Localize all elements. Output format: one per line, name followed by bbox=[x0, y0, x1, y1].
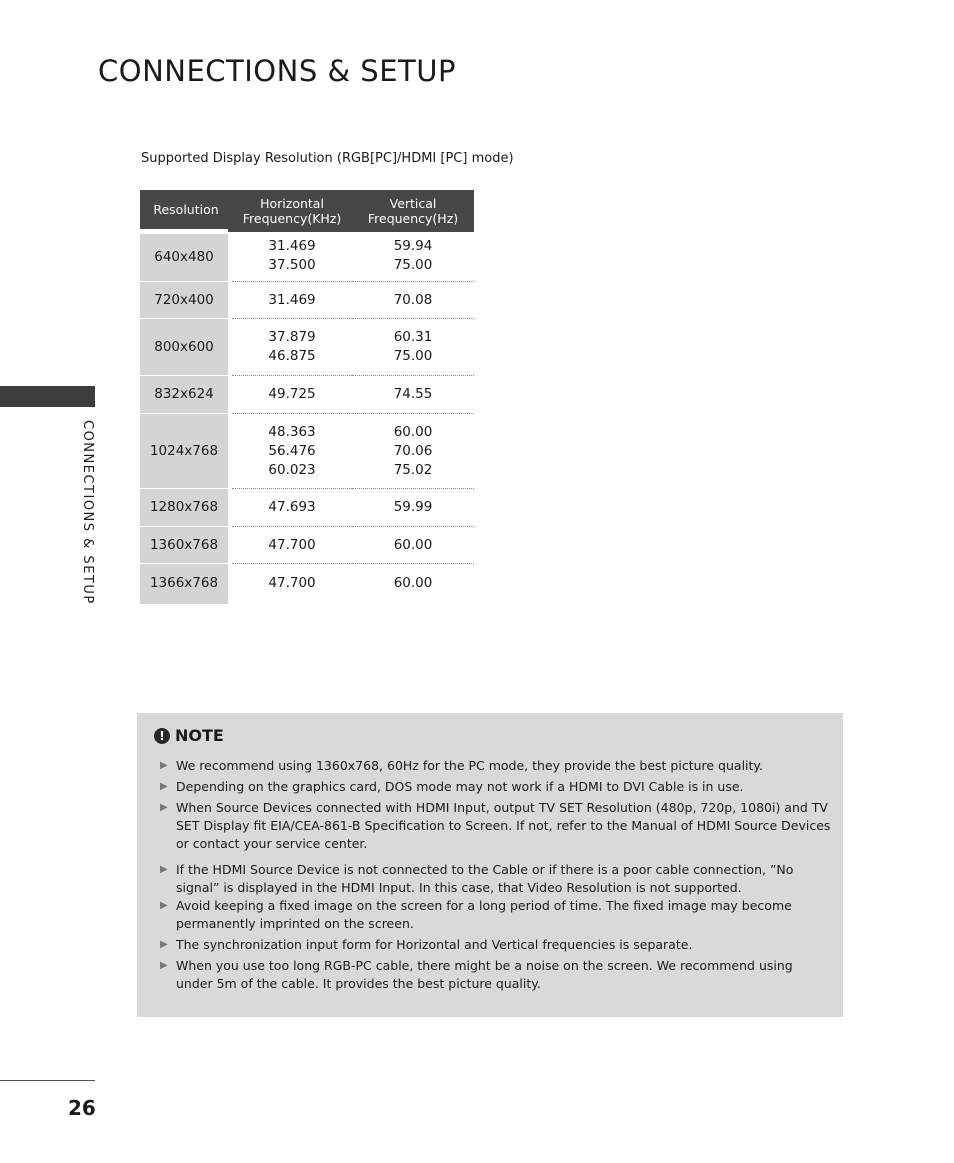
resolution-value: 1024x768 bbox=[149, 442, 219, 459]
vertical-frequency-cell bbox=[352, 414, 474, 489]
horizontal-frequency-value: 60.023 bbox=[268, 461, 316, 478]
resolution-value: 640x480 bbox=[154, 249, 214, 265]
table-header-row bbox=[140, 190, 474, 232]
resolution-value: 1360x768 bbox=[149, 536, 219, 553]
table-row bbox=[140, 564, 474, 604]
header-horizontal-line1: Horizontal bbox=[260, 195, 324, 211]
table-row bbox=[140, 376, 474, 414]
resolution-value: 800x600 bbox=[154, 338, 214, 355]
vertical-frequency-value: 75.00 bbox=[393, 257, 433, 274]
horizontal-frequency-cell bbox=[232, 376, 352, 414]
table-row bbox=[140, 232, 474, 282]
horizontal-frequency-value: 31.469 bbox=[268, 238, 316, 255]
resolution-cell bbox=[140, 564, 228, 604]
resolution-cell bbox=[140, 489, 228, 527]
horizontal-frequency-cell bbox=[232, 282, 352, 319]
vertical-frequency-cell bbox=[352, 489, 474, 527]
table-body bbox=[140, 232, 474, 604]
note-item-text: Depending on the graphics card, DOS mode may not work if a HDMI to DVI Cable is in use. bbox=[176, 779, 744, 794]
table-row bbox=[140, 414, 474, 489]
footer-rule bbox=[0, 1080, 95, 1081]
page-title: CONNECTIONS & SETUP bbox=[98, 54, 456, 88]
vertical-frequency-value: 70.06 bbox=[393, 442, 433, 459]
horizontal-frequency-value: 49.725 bbox=[268, 386, 316, 402]
horizontal-frequency-value: 47.700 bbox=[268, 575, 316, 591]
vertical-frequency-value: 75.02 bbox=[393, 461, 433, 478]
vertical-frequency-cell bbox=[352, 564, 474, 604]
vertical-frequency-value: 60.31 bbox=[393, 329, 433, 345]
triangle-right-icon: ▶ bbox=[160, 802, 168, 813]
header-resolution bbox=[140, 190, 232, 232]
note-item-text: The synchronization input form for Horizontal and Vertical frequencies is separate. bbox=[176, 937, 693, 952]
resolution-cell bbox=[140, 232, 228, 282]
header-horizontal bbox=[232, 190, 352, 232]
side-tab-marker bbox=[0, 386, 95, 407]
vertical-frequency-cell bbox=[352, 319, 474, 376]
resolution-value: 1366x768 bbox=[149, 575, 219, 591]
triangle-right-icon: ▶ bbox=[160, 864, 168, 875]
horizontal-frequency-cell bbox=[232, 564, 352, 604]
resolution-cell bbox=[140, 282, 228, 319]
horizontal-frequency-value: 47.700 bbox=[268, 536, 316, 553]
vertical-frequency-cell bbox=[352, 232, 474, 282]
resolution-cell bbox=[140, 319, 228, 376]
header-vertical-line2: Frequency(Hz) bbox=[367, 210, 459, 226]
note-item bbox=[160, 778, 832, 796]
horizontal-frequency-value: 37.879 bbox=[268, 329, 316, 345]
vertical-frequency-value: 70.08 bbox=[393, 291, 433, 308]
vertical-frequency-cell bbox=[352, 527, 474, 564]
vertical-frequency-value: 60.00 bbox=[393, 536, 433, 553]
triangle-right-icon: ▶ bbox=[160, 900, 168, 911]
horizontal-frequency-value: 31.469 bbox=[268, 291, 316, 308]
triangle-right-icon: ▶ bbox=[160, 781, 168, 792]
note-item-text: Avoid keeping a fixed image on the screen for a long period of time. The fixed image may become permanently imprinted on the screen. bbox=[176, 898, 792, 931]
note-item bbox=[160, 799, 832, 853]
note-item bbox=[160, 897, 832, 933]
note-list bbox=[160, 757, 832, 996]
vertical-frequency-value: 74.55 bbox=[393, 386, 433, 402]
resolution-cell bbox=[140, 527, 228, 564]
header-horizontal-line2: Frequency(KHz) bbox=[242, 210, 342, 226]
table-caption: Supported Display Resolution (RGB[PC]/HDMI [PC] mode) bbox=[141, 151, 514, 166]
header-vertical bbox=[352, 190, 474, 232]
resolution-cell bbox=[140, 414, 228, 489]
note-item-text: When you use too long RGB-PC cable, there might be a noise on the screen. We recommend using under 5m of the cable. It provides the best picture quality. bbox=[176, 958, 793, 991]
horizontal-frequency-value: 48.363 bbox=[268, 423, 316, 440]
header-resolution-label: Resolution bbox=[153, 202, 219, 217]
note-title: NOTE bbox=[175, 726, 224, 745]
resolution-cell bbox=[140, 376, 228, 414]
horizontal-frequency-cell bbox=[232, 232, 352, 282]
horizontal-frequency-value: 56.476 bbox=[268, 442, 316, 459]
horizontal-frequency-value: 37.500 bbox=[268, 257, 316, 274]
triangle-right-icon: ▶ bbox=[160, 960, 168, 971]
alert-icon: ! bbox=[154, 728, 170, 744]
horizontal-frequency-value: 47.693 bbox=[268, 499, 316, 515]
note-item bbox=[160, 957, 832, 993]
side-section-label: CONNECTIONS & SETUP bbox=[80, 420, 95, 605]
triangle-right-icon: ▶ bbox=[160, 939, 168, 950]
vertical-frequency-value: 60.00 bbox=[393, 575, 433, 591]
triangle-right-icon: ▶ bbox=[160, 760, 168, 771]
resolution-value: 832x624 bbox=[154, 386, 214, 402]
horizontal-frequency-value: 46.875 bbox=[268, 348, 316, 364]
header-vertical-line1: Vertical bbox=[389, 195, 437, 211]
table-row bbox=[140, 319, 474, 376]
vertical-frequency-value: 60.00 bbox=[393, 423, 433, 440]
vertical-frequency-cell bbox=[352, 376, 474, 414]
table-row bbox=[140, 527, 474, 564]
resolution-table bbox=[140, 190, 474, 604]
vertical-frequency-value: 59.94 bbox=[393, 238, 433, 255]
table-row bbox=[140, 282, 474, 319]
vertical-frequency-value: 75.00 bbox=[393, 348, 433, 364]
vertical-frequency-value: 59.99 bbox=[393, 499, 433, 515]
table-row bbox=[140, 489, 474, 527]
resolution-value: 1280x768 bbox=[149, 499, 219, 515]
note-heading bbox=[154, 726, 224, 745]
horizontal-frequency-cell bbox=[232, 527, 352, 564]
note-item-text: We recommend using 1360x768, 60Hz for the PC mode, they provide the best picture quality. bbox=[176, 758, 763, 773]
page-number: 26 bbox=[68, 1096, 96, 1120]
resolution-value: 720x400 bbox=[154, 291, 214, 308]
note-item bbox=[160, 936, 832, 954]
horizontal-frequency-cell bbox=[232, 319, 352, 376]
note-item bbox=[160, 861, 832, 897]
note-item bbox=[160, 757, 832, 775]
horizontal-frequency-cell bbox=[232, 414, 352, 489]
note-item-text: If the HDMI Source Device is not connected to the Cable or if there is a poor cable connection, ”No signal” is displayed in the HDMI Input. In this case, that Video Resolution is not supported. bbox=[176, 862, 794, 895]
vertical-frequency-cell bbox=[352, 282, 474, 319]
horizontal-frequency-cell bbox=[232, 489, 352, 527]
note-item-text: When Source Devices connected with HDMI Input, output TV SET Resolution (480p, 720p, 1080i) and TV SET Display fit EIA/CEA-861-B Specification to Screen. If not, refer to the Manual of HDMI Source Devices or contact your service center. bbox=[176, 800, 831, 851]
